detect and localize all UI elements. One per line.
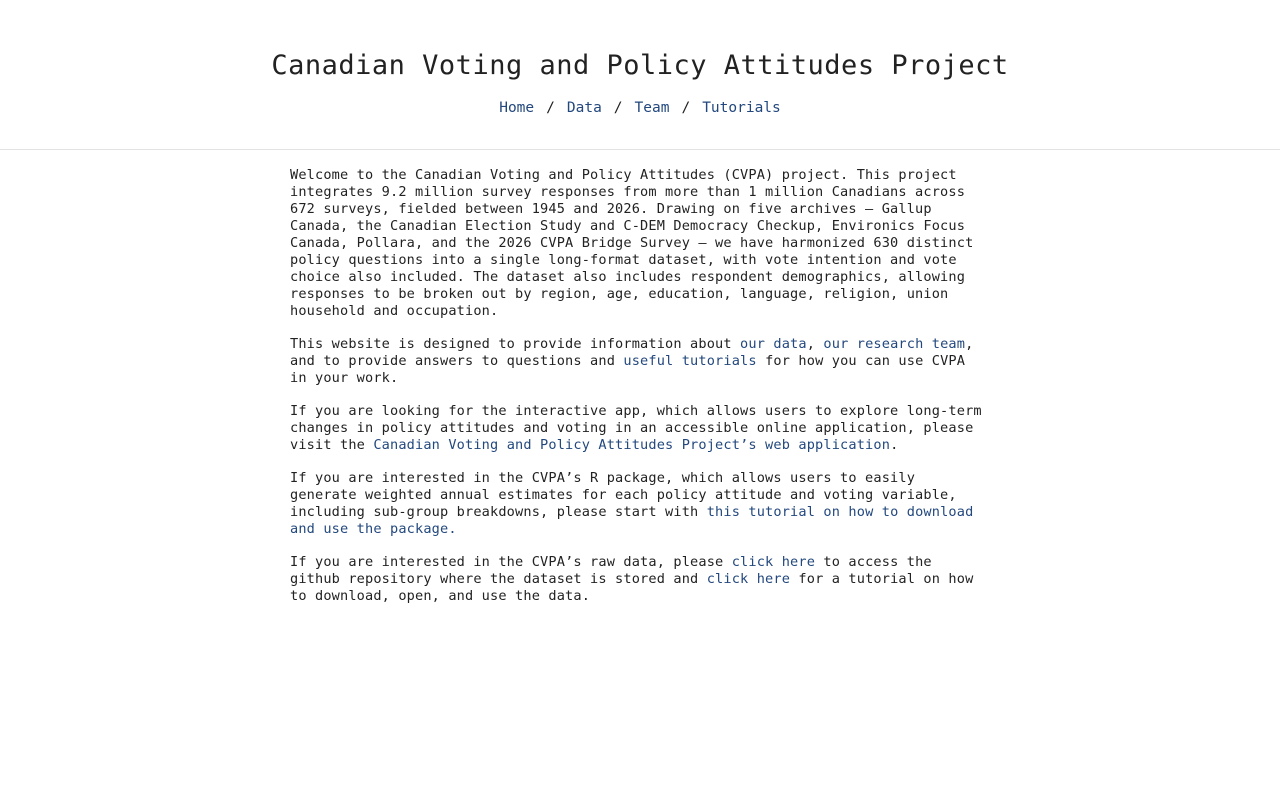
github-repository-link[interactable]: click here [731,554,816,570]
paragraph-text: for how you can use CVPA in your work. [290,353,966,386]
package-tutorial-link[interactable]: this tutorial on how to download and use the package. [290,504,974,537]
paragraph-text: , [806,336,824,352]
site-title: Canadian Voting and Policy Attitudes Project [271,50,1009,81]
our-data-link[interactable]: our data [740,336,807,352]
nav-tutorials-link[interactable]: Tutorials [702,100,781,116]
site-purpose-paragraph [290,336,990,387]
paragraph-text: . [890,437,899,453]
research-team-link[interactable]: our research team [823,336,966,352]
paragraph-text: If you are interested in the CVPA’s raw data, please [290,554,732,570]
raw-data-paragraph [290,554,990,605]
web-application-link[interactable]: Canadian Voting and Policy Attitudes Project’s web application [373,437,891,453]
nav-separator: / [681,100,691,116]
masthead [0,0,1280,150]
paragraph-text: to access the github repository where the dataset is stored and [290,554,932,587]
data-tutorial-link[interactable]: click here [706,571,791,587]
paragraph-text: for a tutorial on how to download, open, and use the data. [290,571,974,604]
paragraph-text: , and to provide answers to questions and [290,336,974,369]
paragraph-text: If you are looking for the interactive app, which allows users to explore long-term changes in policy attitudes and voting in an accessible online application, please visit the [290,403,982,453]
main-nav [0,98,1280,118]
nav-team-link[interactable]: Team [634,100,670,116]
paragraph-text: If you are interested in the CVPA’s R package, which allows users to easily generate weighted annual estimates for each policy attitude and voting variable, including sub-group breakdowns, please start with [290,470,957,520]
main-content [290,150,990,605]
nav-separator: / [613,100,623,116]
nav-home-link[interactable]: Home [499,100,535,116]
paragraph-text: This website is designed to provide information about [290,336,741,352]
useful-tutorials-link[interactable]: useful tutorials [623,353,757,369]
nav-separator: / [546,100,555,116]
r-package-paragraph [290,470,990,538]
intro-paragraph: Welcome to the Canadian Voting and Policy Attitudes (CVPA) project. This project integrates 9.2 million survey responses from more than 1 million Canadians across 672 surveys, fielded between 1945 and 2026. Drawing on five archives — Gallup Canada, the Canadian Election Study and C-DEM Democracy Checkup, Environics Focus Canada, Pollara, and the 2026 CVPA Bridge Survey — we have harmonized 630 distinct policy questions into a single long-format dataset, with vote intention and vote choice also included. The dataset also includes respondent demographics, allowing responses to be broken out by region, age, education, language, religion, union household and occupation. [290,167,974,319]
web-app-paragraph [290,403,990,454]
nav-data-link[interactable]: Data [566,100,602,116]
